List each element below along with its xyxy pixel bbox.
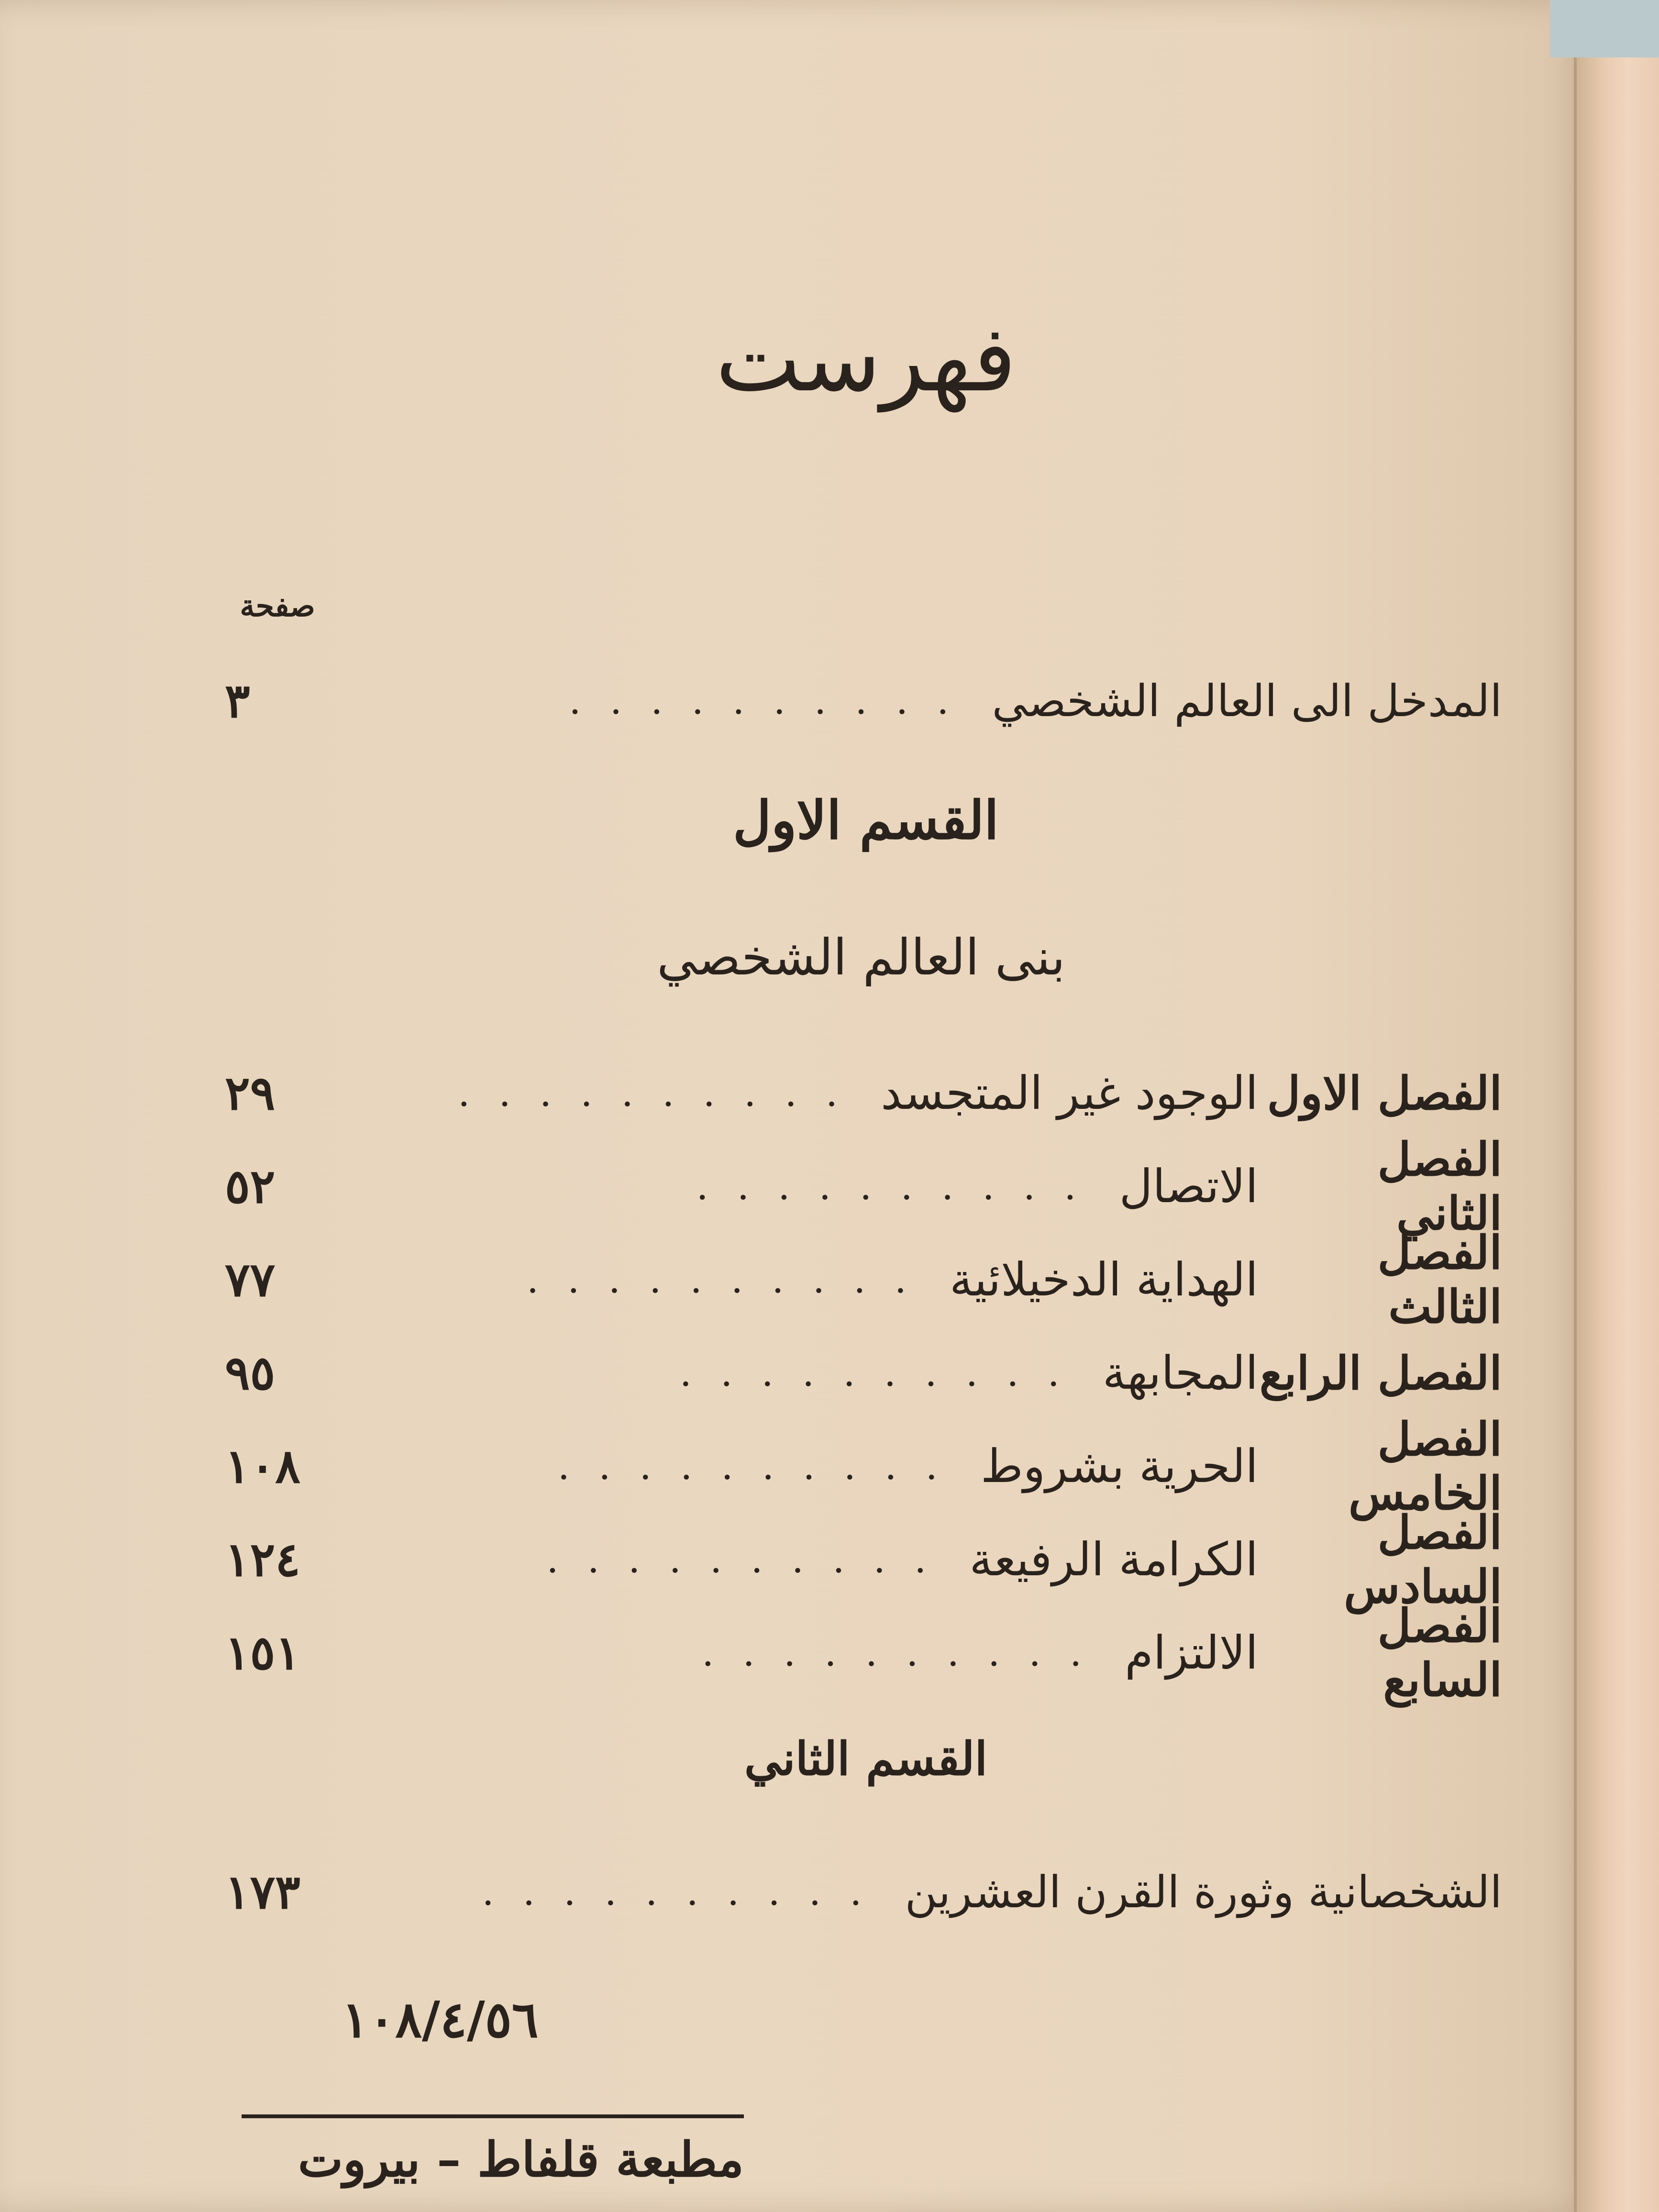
leader-dots: .......... xyxy=(701,1630,1111,1675)
leader-dots: .......... xyxy=(457,1071,867,1115)
chapter-name: الالتزام xyxy=(1125,1626,1258,1680)
toc-page-number: ١٠٨ xyxy=(225,1438,300,1494)
toc-row-intro xyxy=(225,665,1502,737)
leader-dots: .......... xyxy=(569,678,978,723)
chapter-label: الفصل الاول xyxy=(1267,1066,1502,1120)
toc-row-part-two xyxy=(225,1856,1502,1928)
leader-dots: .......... xyxy=(679,1350,1088,1395)
part-two-title: القسم الثاني xyxy=(744,1732,988,1786)
chapter-label: الفصل السابع xyxy=(1377,1599,1502,1707)
footer-rule xyxy=(242,2114,744,2118)
toc-row xyxy=(225,1599,1502,1707)
toc-row xyxy=(225,1412,1502,1520)
toc-page-number: ٥٢ xyxy=(225,1159,276,1214)
chapter-label: الفصل السادس xyxy=(1344,1505,1502,1614)
part-one-subtitle: بنى العالم الشخصي xyxy=(657,928,1065,986)
leader-dots: .......... xyxy=(482,1869,891,1914)
chapter-name: الوجود غير المتجسد xyxy=(881,1066,1258,1120)
leader-dots: .......... xyxy=(696,1164,1105,1208)
toc-row xyxy=(225,1505,1502,1614)
toc-row xyxy=(225,1226,1502,1334)
part-one-title: القسم الاول xyxy=(733,789,999,851)
print-code: ١٠٨/٤/٥٦ xyxy=(342,1990,539,2049)
leader-dots: .......... xyxy=(557,1444,966,1488)
chapter-name: الهداية الدخيلائية xyxy=(950,1253,1258,1306)
chapter-name: الحرية بشروط xyxy=(980,1439,1258,1493)
chapter-label: الفصل الخامس xyxy=(1349,1412,1502,1520)
chapter-name: الكرامة الرفيعة xyxy=(969,1533,1258,1586)
page-title: فهرست xyxy=(715,306,1017,412)
toc-entry-name: الشخصانية وثورة القرن العشرين xyxy=(905,1866,1502,1918)
toc-page-number: ١٢٤ xyxy=(225,1532,300,1587)
leader-dots: .......... xyxy=(546,1537,955,1582)
printer-imprint: مطبعة قلفاط – بيروت xyxy=(298,2131,744,2188)
chapter-name: المجابهة xyxy=(1102,1346,1258,1400)
toc-page-number: ٣ xyxy=(225,673,250,729)
toc-page-number: ٩٥ xyxy=(225,1345,276,1401)
toc-row xyxy=(225,1057,1502,1129)
chapter-label: الفصل الثاني xyxy=(1377,1132,1502,1240)
toc-page-number: ٧٧ xyxy=(225,1252,276,1307)
toc-row xyxy=(225,1337,1502,1409)
page-column-label: صفحة xyxy=(240,588,315,623)
page-edge xyxy=(1574,38,1659,2212)
chapter-name: الاتصال xyxy=(1119,1160,1258,1213)
toc-page-number: ٢٩ xyxy=(225,1065,276,1121)
toc-page-number: ١٧٣ xyxy=(225,1864,300,1920)
background-corner xyxy=(1550,0,1659,57)
toc-page-number: ١٥١ xyxy=(225,1625,300,1681)
leader-dots: .......... xyxy=(526,1257,935,1302)
toc-row xyxy=(225,1132,1502,1240)
chapter-label: الفصل الثالث xyxy=(1377,1226,1502,1334)
toc-entry-name: المدخل الى العالم الشخصي xyxy=(992,675,1502,727)
chapter-label: الفصل الرابع xyxy=(1259,1346,1502,1400)
